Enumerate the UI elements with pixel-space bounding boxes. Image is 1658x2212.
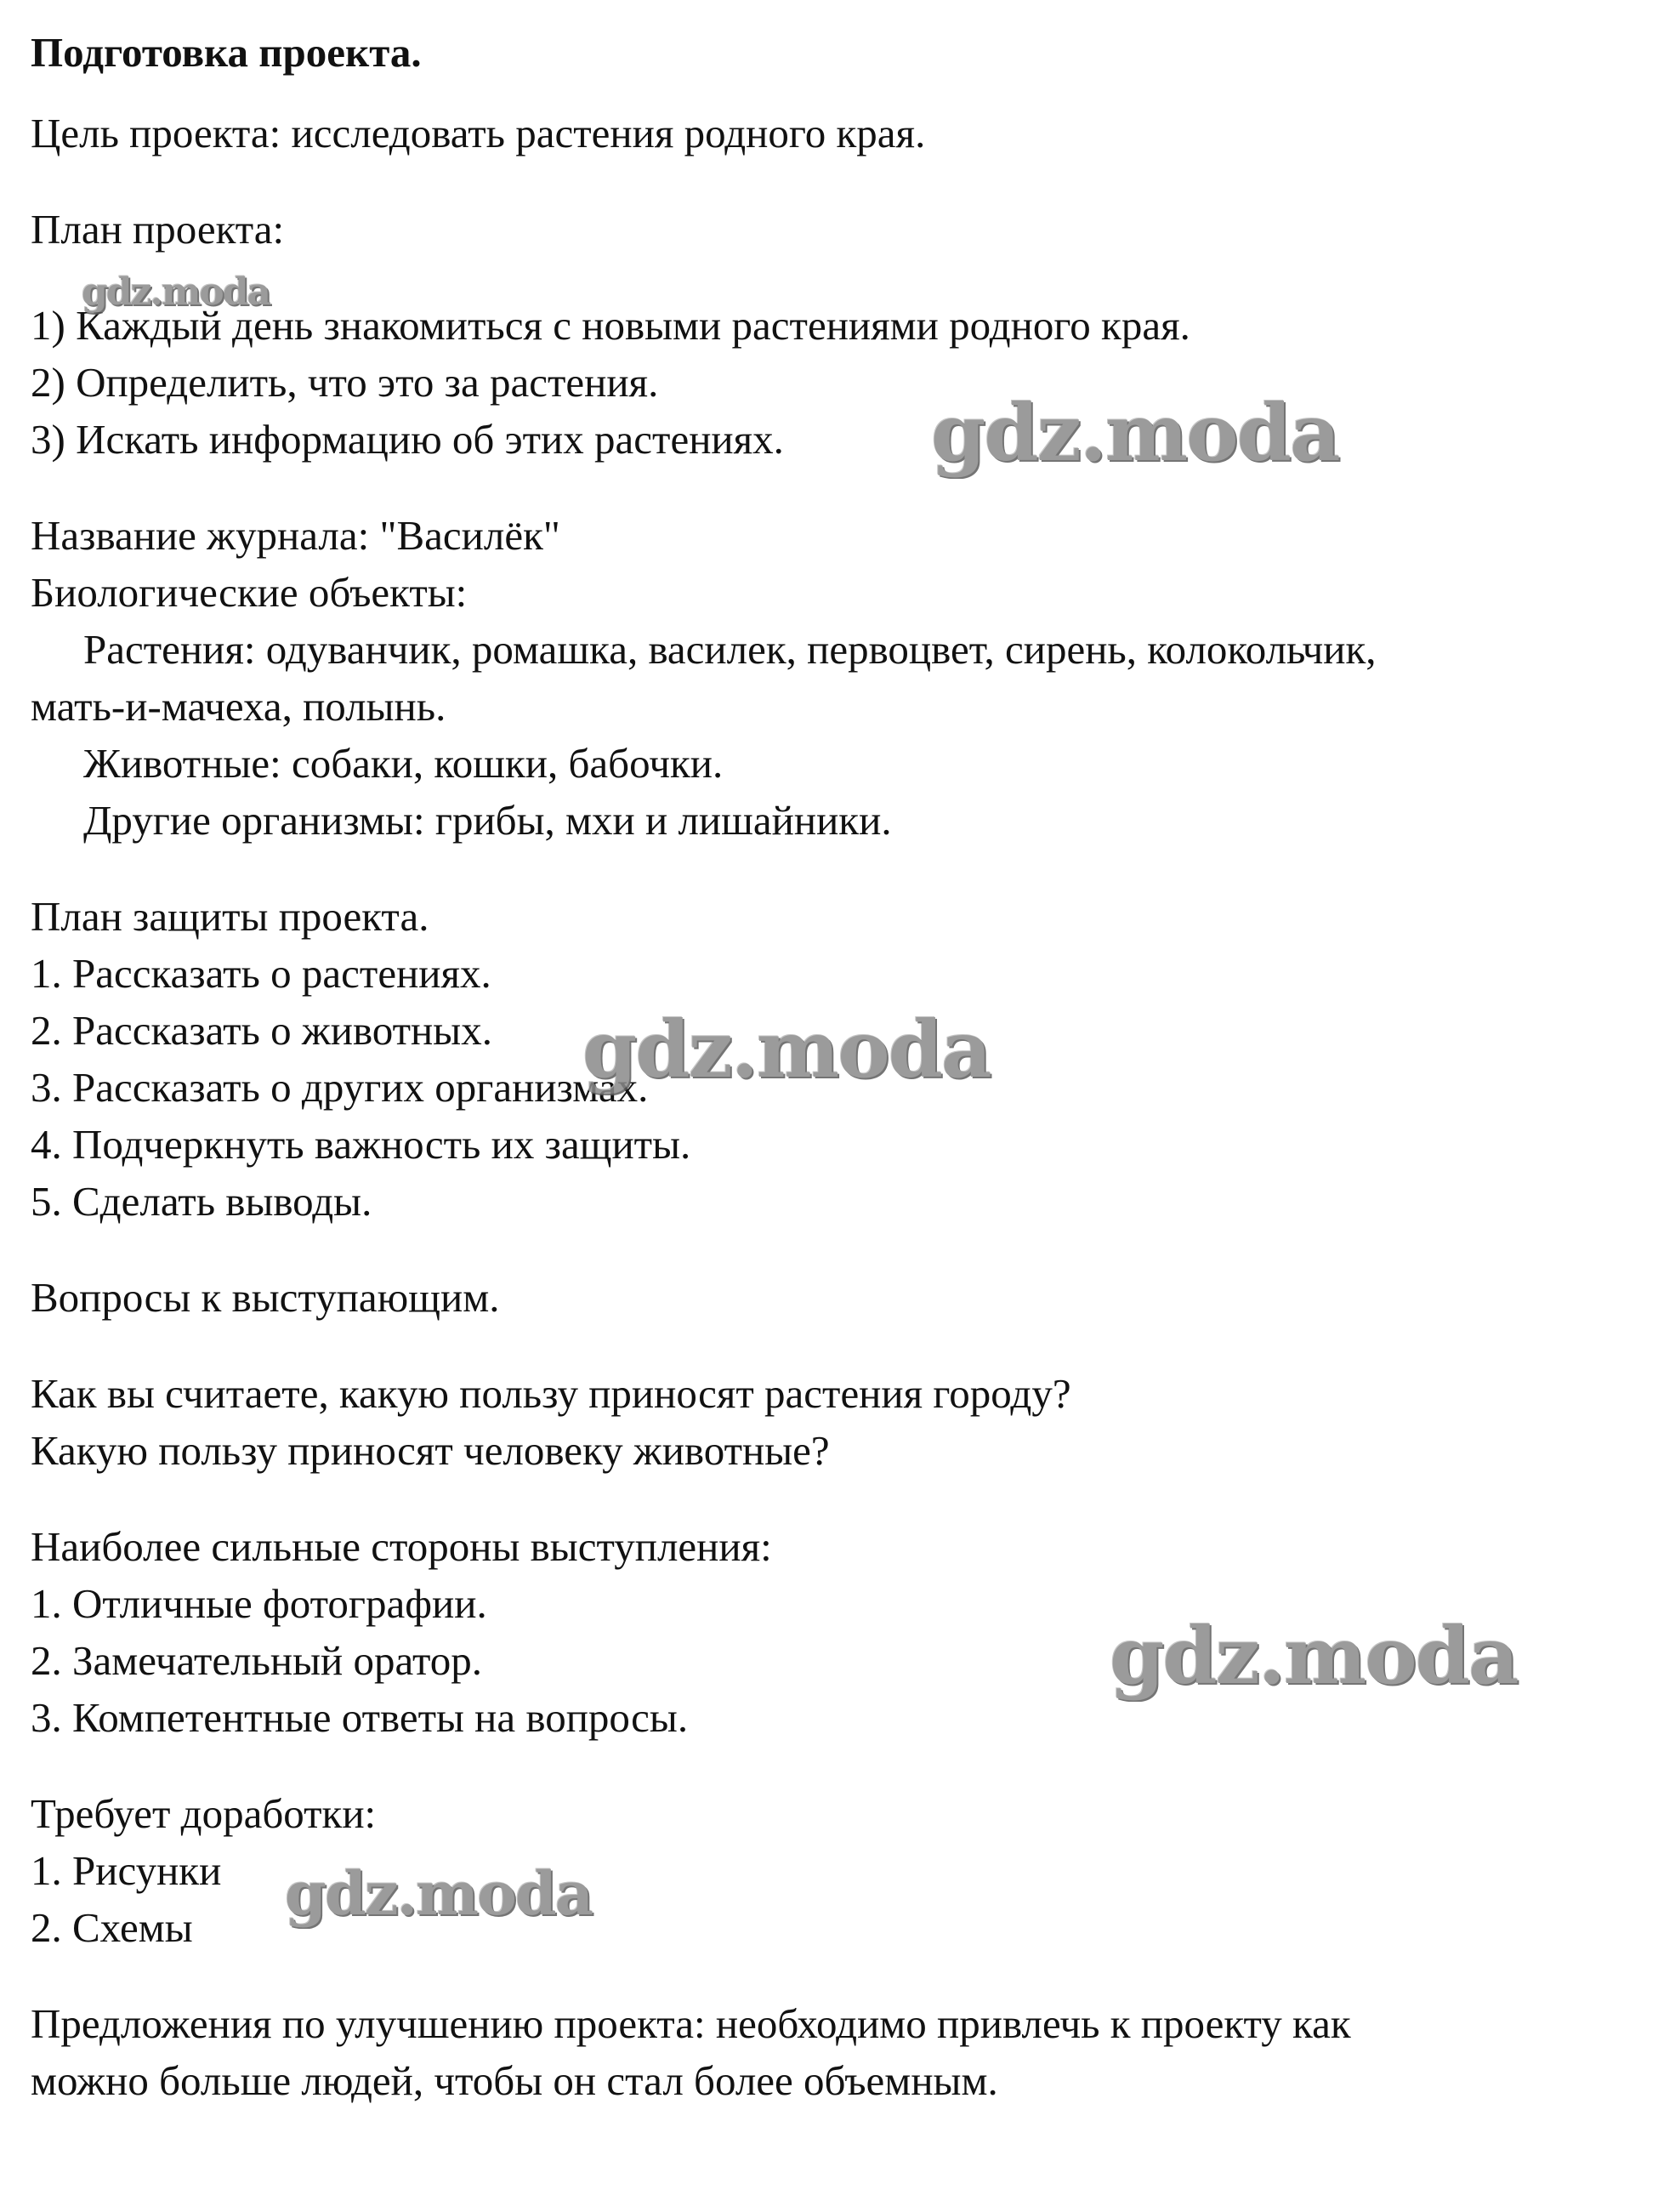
needs-work-section <box>31 1785 1629 1956</box>
watermark-logo: gdz.moda <box>82 270 270 314</box>
questions-list <box>31 1365 1629 1479</box>
question-item: Какую пользу приносят человеку животные? <box>31 1427 830 1474</box>
defense-item: 1. Рассказать о растениях. <box>31 950 491 997</box>
suggestions-line-continued: можно больше людей, чтобы он стал более объемным. <box>31 2057 998 2104</box>
needs-work-item: 2. Схемы <box>31 1904 193 1951</box>
plants-line: Растения: одуванчик, ромашка, василек, первоцвет, сирень, колокольчик, <box>83 626 1377 673</box>
plants-line-continued: мать-и-мачеха, полынь. <box>31 683 446 730</box>
document-title: Подготовка проекта. <box>31 29 422 76</box>
watermark-logo: gdz.moda <box>1110 1610 1518 1702</box>
suggestions-section <box>31 1995 1629 2109</box>
watermark-logo: gdz.moda <box>582 1004 991 1095</box>
strength-item: 3. Компетентные ответы на вопросы. <box>31 1694 689 1741</box>
objects-heading: Биологические объекты: <box>31 569 468 616</box>
plan-spacer <box>31 258 1629 297</box>
strength-item: 2. Замечательный оратор. <box>31 1637 483 1684</box>
defense-item: 3. Рассказать о других организмах. <box>31 1064 649 1111</box>
question-item: Как вы считаете, какую пользу приносят растения городу? <box>31 1370 1071 1417</box>
strength-item: 1. Отличные фотографии. <box>31 1580 487 1627</box>
defense-heading: План защиты проекта. <box>31 893 429 940</box>
plan-item: 1) Каждый день знакомиться с новыми растениями родного края. <box>31 302 1190 349</box>
needs-work-item: 1. Рисунки <box>31 1847 222 1894</box>
journal-section <box>31 507 1629 849</box>
plan-item: 2) Определить, что это за растения. <box>31 359 659 406</box>
watermark-logo: gdz.moda <box>285 1858 593 1929</box>
others-line: Другие организмы: грибы, мхи и лишайники. <box>83 797 892 844</box>
strengths-heading: Наиболее сильные стороны выступления: <box>31 1523 772 1570</box>
plan-item: 3) Искать информацию об этих растениях. <box>31 416 784 463</box>
plan-heading: План проекта: <box>31 206 285 253</box>
animals-line: Животные: собаки, кошки, бабочки. <box>83 740 724 787</box>
project-goal: Цель проекта: исследовать растения родного края. <box>31 110 926 156</box>
defense-item: 2. Рассказать о животных. <box>31 1007 492 1054</box>
suggestions-line: Предложения по улучшению проекта: необходимо привлечь к проекту как <box>31 2000 1351 2047</box>
journal-name: Название журнала: "Василёк" <box>31 512 560 559</box>
defense-item: 4. Подчеркнуть важность их защиты. <box>31 1121 691 1168</box>
watermark-logo: gdz.moda <box>931 387 1339 479</box>
questions-heading: Вопросы к выступающим. <box>31 1274 500 1321</box>
project-plan <box>31 201 1629 468</box>
defense-item: 5. Сделать выводы. <box>31 1178 372 1225</box>
needs-work-heading: Требует доработки: <box>31 1790 377 1837</box>
